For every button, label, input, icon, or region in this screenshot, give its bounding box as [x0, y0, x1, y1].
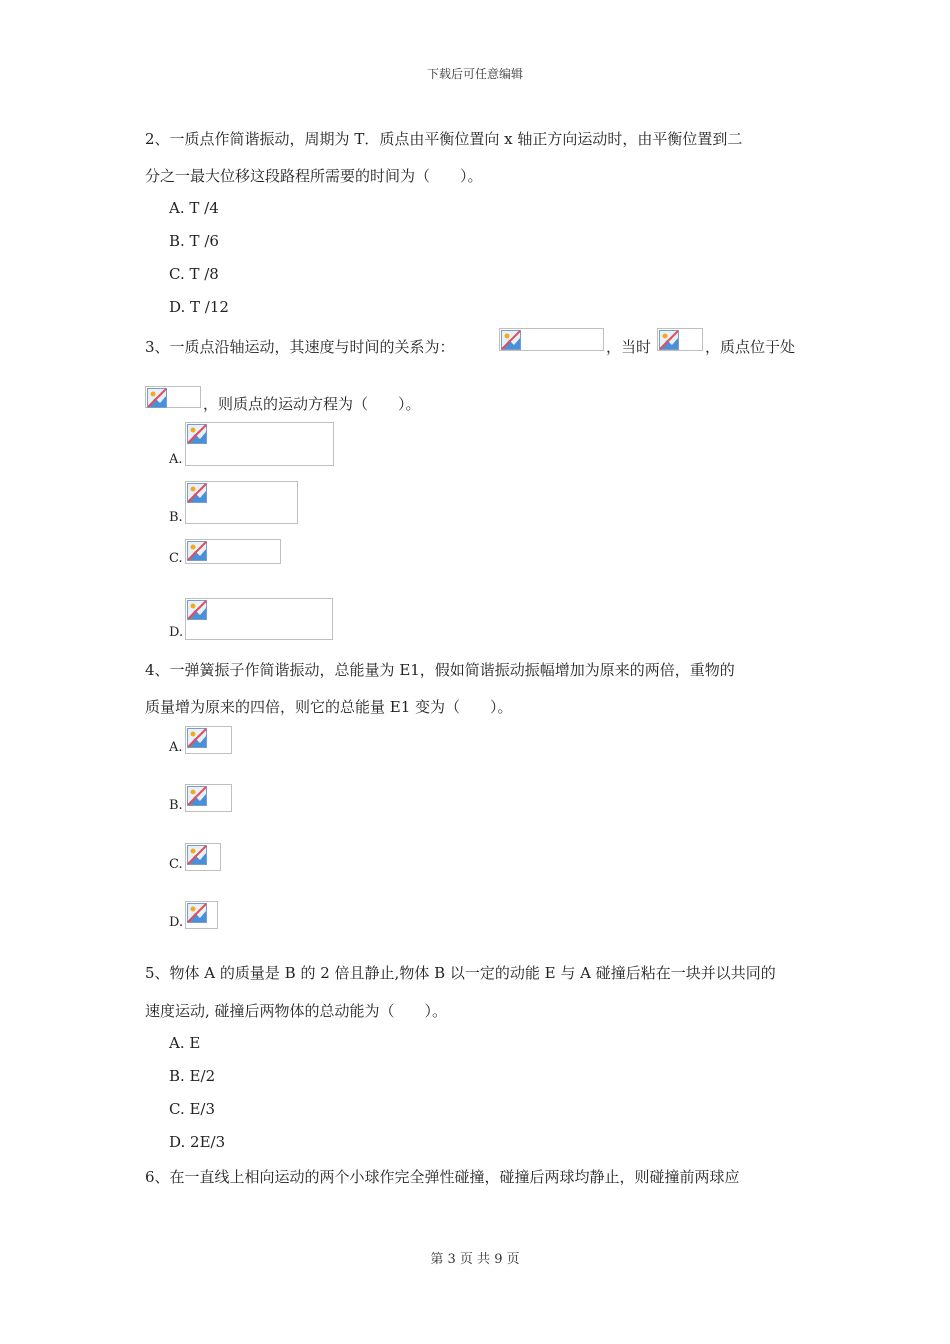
broken-image-icon: [187, 483, 207, 503]
q3-equation-image: [499, 328, 604, 351]
broken-image-icon: [187, 845, 207, 865]
q5-option-c: C. E/3: [169, 1100, 216, 1118]
q2-option-c: C. T /8: [169, 265, 219, 283]
q3-option-b-label: B.: [169, 510, 183, 525]
q4-option-b-image: [185, 784, 232, 812]
q3-option-d-label: D.: [169, 625, 184, 640]
q4-text-line2: 质量增为原来的四倍，则它的总能量 E1 变为（ ）。: [145, 698, 513, 716]
broken-image-icon: [187, 903, 207, 923]
q5-option-a: A. E: [169, 1034, 201, 1052]
q4-option-c-image: [185, 843, 221, 871]
q4-option-b-label: B.: [169, 798, 183, 813]
q3-text-line1-part3: ，质点位于处: [705, 338, 796, 356]
broken-image-icon: [501, 330, 521, 350]
q3-text-line1-part1: 3、一质点沿轴运动，其速度与时间的关系为：: [145, 338, 455, 356]
q3-option-c-label: C.: [169, 551, 183, 566]
broken-image-icon: [187, 600, 207, 620]
q6-text-line1: 6、在一直线上相向运动的两个小球作完全弹性碰撞，碰撞后两球均静止，则碰撞前两球应: [145, 1168, 740, 1186]
page-footer: 第 3 页 共 9 页: [430, 1252, 520, 1267]
broken-image-icon: [659, 330, 679, 350]
q3-condition-image: [657, 328, 703, 351]
q3-option-b-image: [185, 481, 298, 524]
q4-option-d-image: [185, 901, 218, 929]
q5-option-b: B. E/2: [169, 1067, 216, 1085]
broken-image-icon: [187, 541, 207, 561]
q4-option-d-label: D.: [169, 915, 184, 930]
q4-option-a-image: [185, 726, 232, 754]
q4-text-line1: 4、一弹簧振子作简谐振动，总能量为 E1，假如简谐振动振幅增加为原来的两倍，重物的: [145, 661, 735, 679]
broken-image-icon: [187, 424, 207, 444]
q5-text-line2: 速度运动, 碰撞后两物体的总动能为（ ）。: [145, 1002, 448, 1020]
q2-text-line2: 分之一最大位移这段路程所需要的时间为（ ）。: [145, 167, 483, 185]
page-header: 下载后可任意编辑: [426, 67, 523, 81]
q4-option-a-label: A.: [169, 740, 183, 755]
q5-option-d: D. 2E/3: [169, 1133, 226, 1151]
q3-text-line1-part2: ，当时: [606, 338, 652, 356]
broken-image-icon: [187, 728, 207, 748]
q3-option-a-label: A.: [169, 452, 183, 467]
q2-option-d: D. T /12: [169, 298, 229, 316]
q4-option-c-label: C.: [169, 857, 183, 872]
broken-image-icon: [187, 786, 207, 806]
broken-image-icon: [147, 388, 167, 408]
q2-text-line1: 2、一质点作简谐振动，周期为 T．质点由平衡位置向 x 轴正方向运动时，由平衡位置到二: [145, 130, 743, 148]
q3-option-a-image: [185, 422, 334, 466]
q5-text-line1: 5、物体 A 的质量是 B 的 2 倍且静止,物体 B 以一定的动能 E 与 A 碰撞后粘在一块并以共同的: [145, 964, 776, 982]
q2-option-b: B. T /6: [169, 232, 219, 250]
q3-option-c-image: [185, 539, 281, 564]
q3-text-line2: ，则质点的运动方程为（ ）。: [203, 395, 421, 413]
q3-option-d-image: [185, 598, 333, 640]
q3-position-image: [145, 386, 201, 408]
q2-option-a: A. T /4: [169, 199, 219, 217]
